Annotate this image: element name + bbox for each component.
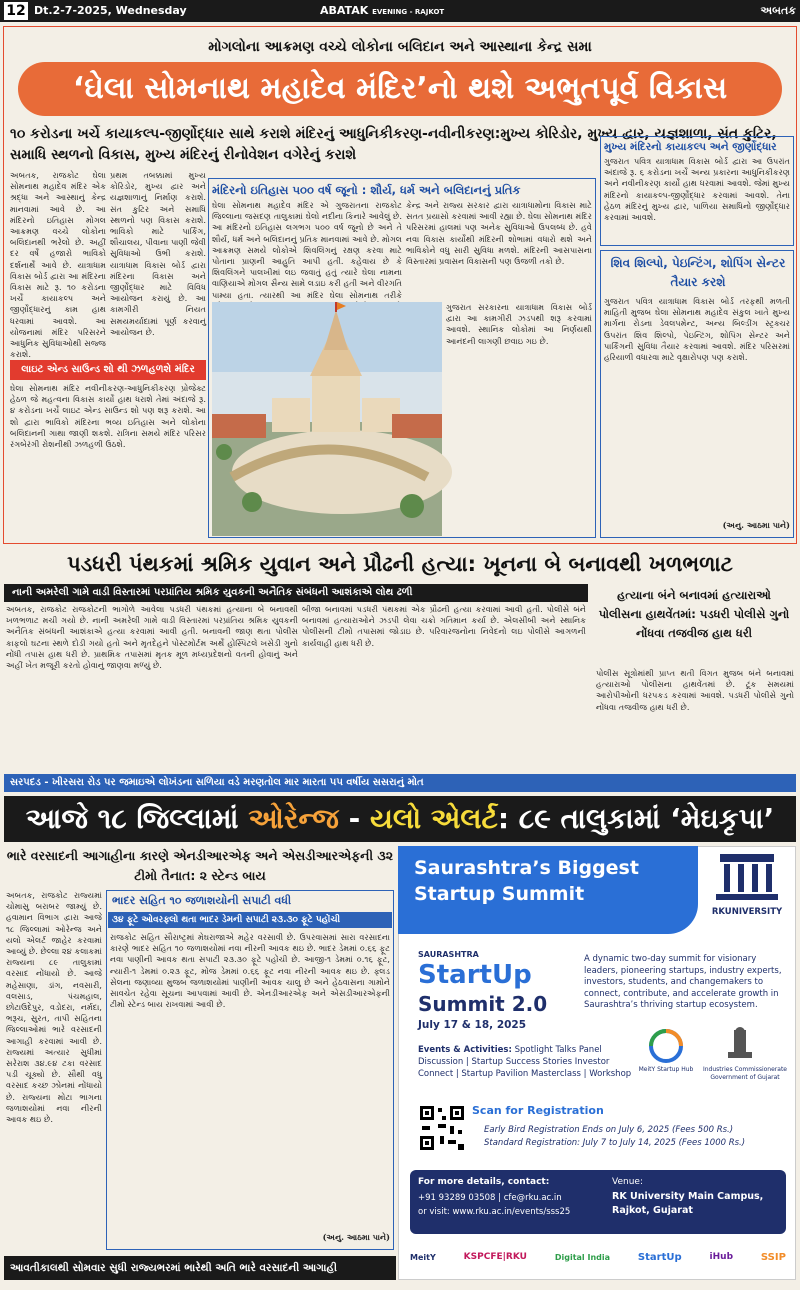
right2-text: ગુજરાત પવિત્ર યાત્રાધામ વિકાસ બોર્ડ તરફથી મળતી માહિતી મુજબ ઘેલા સોમનાથ મહાદેવ સંકુલ ખાતે મુખ્ય માર્ગના રોડના ડેવલપમેન્ટ, અન્ય બિલ્ડીંગ સ્ટ્રક્ચર ઉપરાંત શિવ શિલ્પો, પેઇન્ટિંગ, શોપિંગ સેન્ટર અને પાર્કિંગની સુવિધા તૈયાર કરવામાં આવશે. મંદિર પરિસરમાં હરિયાળી વધારવા માટે વૃક્ષારોપણ પણ કરાશે. [604, 296, 790, 363]
history-title: મંદિરનો ઇતિહાસ ૫૦૦ વર્ષ જૂનો : શૌર્ય, ધર્મ અને બલિદાનનું પ્રતિક [212, 183, 521, 197]
temple-illustration [212, 302, 442, 536]
summit-logo-top: SAURASHTRA [418, 950, 479, 959]
right1-text: ગુજરાત પવિત્ર યાત્રાધામ વિકાસ બોર્ડ દ્વારા આ ઉપરાંત અંદાજે રૂ. ૬ કરોડના ખર્ચે અન્ય પ્રકારના આધુનિકીકરણ અને નવીનીકરણ કાર્યો હાથ ધરવામાં આવશે. જેમાં મુખ્ય મંદિરનો કાયાકલ્પ-જીર્ણોદ્ધાર કરવામાં આવશે. તેના હેઠળ મંદિરનું મુખ્ય દ્વાર, પાળિયા સમાધિનો જીર્ણોદ્ધાર કરવામાં આવશે. [604, 156, 790, 223]
visit-prefix: or visit: [418, 1207, 450, 1217]
header-logo: અબતક [760, 4, 796, 17]
right2-title-text: શિવ શિલ્પો, પેઇન્ટિંગ, શોપિંગ સેન્ટર તૈયાર કરશે [610, 256, 786, 289]
meity-hub-label: MeitY Startup Hub [638, 1066, 694, 1073]
sponsor-logo: KSPCFE|RKU [463, 1252, 527, 1262]
story3-col1: અબતક, રાજકોટ રાજ્યમાં ચોમાસુ બરાબર જામ્યું છે. હવામાન વિભાગ દ્વારા આજે ૧૮ જિલ્લામાં ઓરેન્જ અને યલો એલર્ટ જાહેર કરવામાં આવ્યું છે. છેલ્લા ૨૪ કલાકમાં રાજ્યના ૮૯ તાલુકામાં વરસાદ નોંધાયો છે. આજે મહેસાણા, ડાંગ, નવસારી, વલસાડ, પંચમહાલ, છોટાઉદેપુર, વડોદરા, નર્મદા, ભરૂચ, સુરત, તાપી સહિતના જિલ્લાઓમાં ભારે વરસાદની આગાહી કરવામાં આવી છે. રાજ્યમાં અત્યાર સુધીમાં સરેરાશ ૩૪.૯૪ ટકા વરસાદ પડી ચૂક્યો છે. સૌથી વધુ વરસાદ કચ્છ ઝોનમાં નોંધાયો છે. રાજ્યના મોટા ભાગના જળાશયોમાં નવા નીરની આવક થઇ છે. [6, 890, 102, 1125]
ad-events-list: Spotlight Talks Panel Discussion | Startup Success Stories Investor Connect | Startup Pavilion Masterclass | Workshop [418, 1045, 632, 1079]
story2-text1: અબતક, રાજકોટ રાજકોટની ભાગોળે આવેલા પડધરી પંથકમાં હત્યાના બે બનાવથી ખળભળાટ મચી ગયો છે. નાની અમરેલી ગામે વાડી વિસ્તારમાં પરપ્રાંતિય શ્રમિક યુવકની અનૈતિક સંબંધની આશંકાએ હત્યા કરવામાં આવી હતી. બનાવની જાણ થતા પોલીસ કાફલો ઘટના સ્થળે દોડી ગયો હતો અને મૃતદેહને પોસ્ટમોર્ટમ અર્થે હોસ્પિટલે ખસેડી ગુનો નોંધી તપાસ હાથ ધરી છે. પ્રાથમિક તપાસમાં મૃતક મૂળ મધ્યપ્રદેશનો વતની હોવાનું અને અહીં ખેત મજૂરી કરતો હોવાનું જાણવા મળ્યું છે. [6, 604, 298, 671]
story3-kicker [6, 846, 394, 886]
story1-headline: ‘ઘેલા સોમનાથ મહાદેવ મંદિર’નો થશે અભુતપૂર્વ વિકાસ [18, 62, 782, 116]
story3-headline [4, 796, 796, 842]
sponsor-logo: MeitY [410, 1252, 436, 1262]
light-show-text: ઘેલા સોમનાથ મંદિર નવીનીકરણ-આધુનિકીકરણ પ્રોજેક્ટ હેઠળ જે મહત્વના વિકાસ કાર્યો હાથ ધરાશે તેમાં અંદાજે રૂ. ૪ કરોડના ખર્ચે લાઇટ એન્ડ સાઉન્ડ શો પણ શરૂ કરાશે. આ શો દ્વારા ભાવિકો મંદિરના ભવ્ય ઇતિહાસ અને લોકોના બલિદાનની ગાથા જાણી શકશે. રાત્રિના સમયે મંદિર પરિસર રંગબેરંગી રોશનીથી ઝળહળી ઉઠશે. [10, 383, 206, 450]
ad-description [584, 954, 790, 1036]
story2-bottom-line: સરપદડ - ખીરસરા રોડ પર જમાઇએ લોખંડના સળિયા વડે મરણતોલ માર મારતા ૫૫ વર્ષીય સસરાનું મોત [4, 774, 796, 792]
paper-name: ABATAK [320, 4, 369, 17]
dam-text: રાજકોટ સહિત સૌરાષ્ટ્રમાં મેઘરાજાએ મહેર વરસાવી છે. ઉપરવાસમાં સારા વરસાદના કારણે ભાદર સહિત ૧૦ જળાશયોમાં નવા નીરની આવક થઇ છે. ભાદર ડેમમાં ૦.૬૬ ફૂટ નવા પાણીની આવક થતા સપાટી ૨૩.૩૦ ફૂટે પહોંચી છે. આજી-૧ ડેમમાં ૦.૧૬ ફૂટ, ન્યારી-૧ ડેમમાં ૦.૨૩ ફૂટ, મોજ ડેમમાં ૦.૬૬ ફૂટ નવા નીરની આવક થઇ છે. ફ્લડ સેલના જણાવ્યા મુજબ જળાશયોમાં પાણીની આવક ચાલુ છે અને હેઠવાસના ગામોને સાવચેત રહેવા સૂચના આપવામાં આવી છે. એનડીઆરએફ અને એસડીઆરએફની ટીમો સ્ટેન્ડ બાય રાખવામાં આવી છે. [110, 932, 390, 1010]
dam-subtitle: ૩૪ ફૂટે ઓવરફ્લો થતા ભાદર ડેમની સપાટી ૨૩.૩૦ ફૂટે પહોંચી [108, 912, 392, 928]
right2-title [604, 254, 792, 294]
venue-line-1: RK University Main Campus, [612, 1191, 764, 1202]
story3-byline: (અનુ. આઠમા પાને) [322, 1232, 390, 1242]
story2-kicker: નાની અમરેલી ગામે વાડી વિસ્તારમાં પરપ્રાંતિય શ્રમિક યુવકની અનૈતિક સંબંધની આશંકાએ લોથ ઢળી [4, 584, 588, 602]
header-date: Dt.2-7-2025, Wednesday [34, 4, 187, 17]
university-logo-icon [712, 852, 782, 904]
story3-kicker-text: ભારે વરસાદની આગાહીના કારણે એનડીઆરએફ અને એસડીઆરએફની ૩૨ ટીમો તૈનાત: ૨ સ્ટેન્ડ બાય [6, 848, 394, 883]
history-text: ઘેલા સોમનાથ મહાદેવ મંદિર એ ગુજરાતના રાજકોટ જિલ્લાના જસદણ તાલુકામાં ઘેલો નદીના કિનારે આવેલું છે. આ મંદિરનો ઇતિહાસ લગભગ ૫૦૦ વર્ષ જૂનો છે અને તે શૌર્ય, ધર્મ અને બલિદાનનું પ્રતિક માનવામાં આવે છે. મોગલ આક્રમણ સમયે લોકોએ શિવલિંગનું રક્ષણ કરવા માટે પોતાના પ્રાણની આહુતિ આપી હતી. કહેવાય છે કે શિવલિંગને પાલખીમાં લઇ જવાતું હતું ત્યારે ઘેલા નામના વાણિયાએ મોગલ સૈન્ય સામે લડાઇ કરી હતી અને વીરગતિ પામ્યા હતા. ત્યારથી આ મંદિર ઘેલા સોમનાથ તરીકે [212, 200, 402, 300]
contact-email[interactable]: cfe@rku.ac.in [503, 1193, 562, 1203]
story2-side-title [594, 586, 794, 664]
summit-logo-summit: Summit 2.0 [418, 992, 548, 1016]
dam-title: ભાદર સહિત ૧૦ જળાશયોની સપાટી વધી [112, 894, 292, 907]
sponsor-logo: Digital India [554, 1252, 610, 1262]
story3-headline-dash: - [338, 802, 370, 835]
standard-registration: Standard Registration: July 7 to July 14, 2025 (Fees 1000 Rs.) [484, 1138, 746, 1148]
ad-description-text: A dynamic two-day summit for visionary leaders, pioneering startups, industry experts, investors, students, and changemakers to connect, contribute, and accelerate growth in Saurashtra’s thriving startup ecosystem. [584, 954, 782, 1010]
scan-label-text: Scan for Registration [472, 1104, 604, 1117]
sponsor-logo: SSIP [760, 1251, 786, 1263]
history-text-3-body: ગુજરાત સરકારના યાત્રાધામ વિકાસ બોર્ડ દ્વારા આ કામગીરી ઝડપથી શરૂ કરવામાં આવશે. સ્થાનિક લોકોમાં આ નિર્ણયથી આનંદની લાગણી છવાઇ ગઇ છે. [446, 302, 592, 346]
ad-title-1: Saurashtra’s Biggest [414, 857, 639, 879]
story1-col1: અબતક, રાજકોટ ઘેલા સોમનાથ મહાદેવ મંદિર એક શ્રદ્ધા અને આસ્થાનું કેન્દ્ર માનવામાં આવે છે. આ મંદિરનો ઇતિહાસ મોગલ આક્રમણ વચ્ચે લોકોના બલિદાનથી ભરેલો છે. અહીં દર વર્ષે હજારો ભાવિકો દર્શનાર્થે આવે છે. યાત્રાધામ વિકાસ બોર્ડ દ્વારા આ મંદિરના વિકાસ માટે રૂ. ૧૦ કરોડના ખર્ચે કાયાકલ્પ અને જીર્ણોદ્ધારનું કામ હાથ ધરવામાં આવશે. આ યોજનામાં મંદિર પરિસરને આધુનિક સુવિધાઓથી સજ્જ કરાશે. [10, 170, 106, 360]
page-number: 12 [4, 2, 28, 20]
venue-label: Venue: [612, 1177, 643, 1187]
story1-byline: (અનુ. આઠમા પાને) [722, 520, 790, 530]
story2-side-text: પોલીસ સૂત્રોમાંથી પ્રાપ્ત થતી વિગત મુજબ બંને બનાવમાં હત્યારાઓ પોલીસના હાથવેંતમાં છે. ટૂંક સમયમાં આરોપીઓની ધરપકડ કરવામાં આવશે. પડધરી પોલીસે ગુનો નોંધવા તજવીજ હાથ ધરી છે. [596, 668, 794, 712]
sponsor-logo: iHub [709, 1252, 734, 1262]
university-name: RKUNIVERSITY [711, 907, 783, 917]
story1-kicker: મોગલોના આક્રમણ વચ્ચે લોકોના બલિદાન અને આસ્થાના કેન્દ્ર સમા [208, 39, 592, 55]
header-paper [320, 3, 444, 20]
summit-dates: July 17 & 18, 2025 [418, 1019, 527, 1031]
story3-headline-orange: ઓરેન્જ [248, 802, 339, 835]
story2-side-title-text: હત્યાના બંને બનાવમાં હત્યારાઓ પોલીસના હાથવેંતમાં: પડધરી પોલીસે ગુનો નોંધવા તજવીજ હાથ ધરી [598, 588, 790, 640]
story2-headline: પડધરી પંથકમાં શ્રમિક યુવાન અને પ્રૌઢની હત્યા: ખૂનના બે બનાવથી ખળભળાટ [67, 552, 733, 576]
contact-phone[interactable]: +91 93289 03508 [418, 1193, 496, 1203]
story3-bottom-line: આવતીકાલથી સોમવાર સુધી રાજ્યભરમાં ભારેથી અતિ ભારે વરસાદની આગાહી [4, 1256, 396, 1280]
ad-events [418, 1044, 638, 1100]
gov-emblem-icon [720, 1026, 760, 1064]
story3-headline-a: આજે ૧૮ જિલ્લામાં [25, 802, 249, 835]
contact-line: +91 93289 03508 | cfe@rku.ac.in [418, 1193, 562, 1203]
history-text-3 [446, 302, 592, 536]
history-text-2: કેન્દ્ર અને રાજ્ય સરકાર દ્વારા યાત્રાધામોના વિકાસ માટે સતત પ્રયાસો કરવામાં આવી રહ્યા છે. ઘેલા સોમનાથ મંદિર પરિસરમાં હાલમાં પણ અનેક સુવિધાઓ ઉપલબ્ધ છે. હવે નવા વિકાસ કાર્યોથી મંદિરની શોભામાં વધારો થશે અને ભાવિકોને વધુ સારી સુવિધા મળશે. મંદિરની આસપાસના વિસ્તારમાં પ્રવાસન વિકાસની પણ ઉજળી તકો છે. [406, 200, 592, 267]
story1-col2: પ્રથમ તબક્કામાં મુખ્ય કોરિડોર, મુખ્ય દ્વાર અને યજ્ઞશાળાનું નિર્માણ કરાશે. સંત કુટિર અને સમાધિ સ્થળનો પણ વિકાસ કરાશે. ભાવિકો માટે પાર્કિંગ, શૌચાલય, પીવાના પાણી જેવી સુવિધાઓ ઉભી કરાશે. યાત્રાધામ વિકાસ બોર્ડ દ્વારા મંદિરના વિકાસ અને જીર્ણોદ્ધાર માટે વિવિધ આયોજન કરાયું છે. આ કામગીરી નિયત સમયમર્યાદામાં પૂર્ણ કરવાનું આયોજન છે. [110, 170, 206, 337]
story3-headline-b: : ૮૯ તાલુકામાં ‘મેઘકૃપા’ [497, 802, 775, 835]
visit-url[interactable]: www.rku.ac.in/events/sss25 [452, 1207, 571, 1217]
sponsor-strip [410, 1240, 786, 1274]
early-registration: Early Bird Registration Ends on July 6, 2025 (Fees 500 Rs.) [484, 1125, 734, 1135]
venue-line-2: Rajkot, Gujarat [612, 1205, 693, 1216]
story3-headline-yellow: યલો એલર્ટ [369, 802, 498, 835]
gov-label: Industries Commissionerate Government of Gujarat [702, 1066, 787, 1081]
meity-hub-icon [648, 1028, 684, 1064]
contact-label: For more details, contact: [418, 1177, 550, 1187]
paper-edition: EVENING - RAJKOT [372, 8, 445, 16]
ad-events-label: Events & Activities: [418, 1045, 512, 1055]
story2-text2: બીજા બનાવમાં પડધરી પંથકમાં એક પ્રૌઢની હત્યા કરવામાં આવી હતી. પોલીસે બંને બનાવમાં હત્યારાઓને ઝડપી લેવા ચક્રો ગતિમાન કર્યા છે. એલસીબી અને સ્થાનિક પોલીસની ટીમો તપાસમાં જોડાઇ છે. પરિવારજનોના નિવેદનો લઇ પોલીસે આગળની કાર્યવાહી હાથ ધરી છે. [302, 604, 586, 648]
light-show-title: લાઇટ એન્ડ સાઉન્ડ શો થી ઝળહળશે મંદિર [10, 360, 206, 380]
sponsor-logo: StartUp [637, 1251, 682, 1263]
right1-title: મુખ્ય મંદિરનો કાયાકલ્પ અને જીર્ણોદ્ધાર [604, 141, 777, 153]
summit-logo-start: StartUp [418, 960, 532, 990]
ad-title-2: Startup Summit [414, 883, 585, 905]
story1-subhead-text: ૧૦ કરોડના ખર્ચે કાયાકલ્પ-જીર્ણોદ્ધાર સાથે કરાશે મંદિરનું આધુનિકીકરણ-નવીનીકરણ:મુખ્ય કોરિડોર, મુખ્ય દ્વાર, યજ્ઞશાળા, સંત કુટિર, સમાધિ સ્થળનો વિકાસ, મુખ્ય મંદિરનું રીનોવેશન વગેરેનું કરાશે [10, 126, 777, 163]
registration-qr-icon[interactable] [418, 1104, 466, 1152]
scan-label [472, 1104, 672, 1118]
visit-line [418, 1206, 608, 1218]
